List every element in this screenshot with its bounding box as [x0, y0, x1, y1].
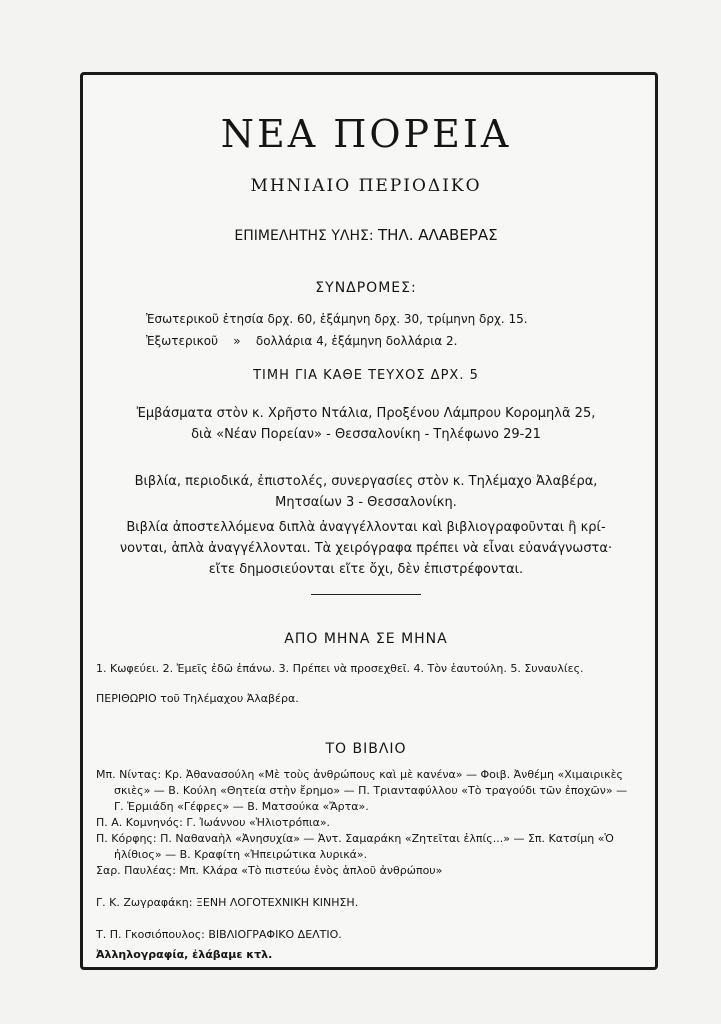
issue-price: ΤΙΜΗ ΓΙΑ ΚΑΘΕ ΤΕΥΧΟΣ ΔΡΧ. 5 [253, 368, 479, 383]
page-content [96, 100, 636, 961]
month-section-heading: ΑΠΟ ΜΗΝΑ ΣΕ ΜΗΝΑ [284, 631, 448, 647]
correspondence-line: Μητσαίων 3 - Θεσσαλονίκη. [275, 495, 457, 510]
payments-line: διὰ «Νέαν Πορείαν» - Θεσσαλονίκη - Τηλέφωνο 29-21 [191, 427, 541, 442]
subscription-foreign: Ἐξωτερικοῦ » δολλάρια 4, ἑξάμηνη δολλάρια 2. [146, 334, 458, 348]
book-entry: Π. Α. Κομνηνός: Γ. Ἰωάννου «Ἡλιοτρόπια». [96, 816, 331, 829]
subscriptions-heading: ΣΥΝΔΡΟΜΕΣ: [315, 280, 417, 296]
payments-line: Ἐμβάσματα στὸν κ. Χρῆστο Ντάλια, Προξένου Λάμπρου Κορομηλᾶ 25, [136, 406, 596, 421]
subscription-domestic: Ἐσωτερικοῦ ἐτησία δρχ. 60, ἑξάμηνη δρχ. 30, τρίμηνη δρχ. 15. [146, 312, 528, 326]
closing-line: Ἀλληλογραφία, ἐλάβαμε κτλ. [96, 948, 273, 961]
editor-label: ΕΠΙΜΕΛΗΤΗΣ ΥΛΗΣ: [234, 228, 374, 244]
zografaki-line: Γ. Κ. Ζωγραφάκη: ΞΕΝΗ ΛΟΓΟΤΕΧΝΙΚΗ ΚΙΝΗΣΗ. [96, 896, 359, 909]
notice-info [96, 517, 636, 580]
editor-line [96, 226, 636, 244]
periorio-line: ΠΕΡΙΘΩΡΙΟ τοῦ Τηλέμαχου Ἀλαβέρα. [96, 692, 299, 705]
book-entry: Σαρ. Παυλέας: Μπ. Κλάρα «Τὸ πιστεύω ἑνὸς ἁπλοῦ ἀνθρώπου» [96, 864, 443, 877]
magazine-subtitle: ΜΗΝΙΑΙΟ ΠΕΡΙΟΔΙΚΟ [250, 176, 482, 196]
magazine-title: ΝΕΑ ΠΟΡΕΙΑ [220, 112, 512, 156]
payments-info [96, 403, 636, 445]
correspondence-info [96, 471, 636, 513]
book-section-heading: ΤΟ ΒΙΒΛΙΟ [325, 741, 407, 757]
divider [311, 594, 421, 595]
month-section-items: 1. Κωφεύει. 2. Ἐμεῖς ἐδῶ ἐπάνω. 3. Πρέπει νὰ προσεχθεῖ. 4. Τὸν ἑαυτούλη. 5. Συναυλίες. [96, 662, 584, 675]
correspondence-line: Βιβλία, περιοδικά, ἐπιστολές, συνεργασίες στὸν κ. Τηλέμαχο Ἀλαβέρα, [134, 474, 598, 489]
book-entry: Π. Κόρφης: Π. Ναθαναὴλ «Ἀνησυχία» — Ἀντ. Σαμαράκη «Ζητεῖται ἐλπίς...» — Σπ. Κατσίμη «Ὁ ἠλίθιος» — Β. Κραφίτη «Ἠπειρώτικα λυρικά». [96, 832, 614, 861]
notice-line: Βιβλία ἀποστελλόμενα διπλὰ ἀναγγέλλονται καὶ βιβλιογραφοῦνται ἢ κρί- [126, 520, 606, 535]
notice-line: εἴτε δημοσιεύονται εἴτε ὄχι, δὲν ἐπιστρέφονται. [208, 562, 524, 577]
notice-line: νονται, ἁπλὰ ἀναγγέλλονται. Τὰ χειρόγραφα πρέπει νὰ εἶναι εὐανάγνωστα· [119, 541, 613, 556]
gkosiopoulos-line: Τ. Π. Γκοσιόπουλος: ΒΙΒΛΙΟΓΡΑΦΙΚΟ ΔΕΛΤΙΟ. [96, 928, 342, 941]
book-entry: Μπ. Νίντας: Κρ. Ἀθανασούλη «Μὲ τοὺς ἀνθρώπους καὶ μὲ κανένα» — Φοιβ. Ἀνθέμη «Χιμαιρικὲς σκιὲς» — Β. Κούλη «Θητεία στὴν ἔρημο» — Π. Τριανταφύλλου «Τὸ τραγούδι τῶν ἐποχῶν» — Γ. Ἑρμιάδη «Γέφρες» — Β. Ματσούκα «Ἄρτα». [96, 768, 628, 813]
editor-name: ΤΗΛ. ΑΛΑΒΕΡΑΣ [378, 226, 498, 244]
